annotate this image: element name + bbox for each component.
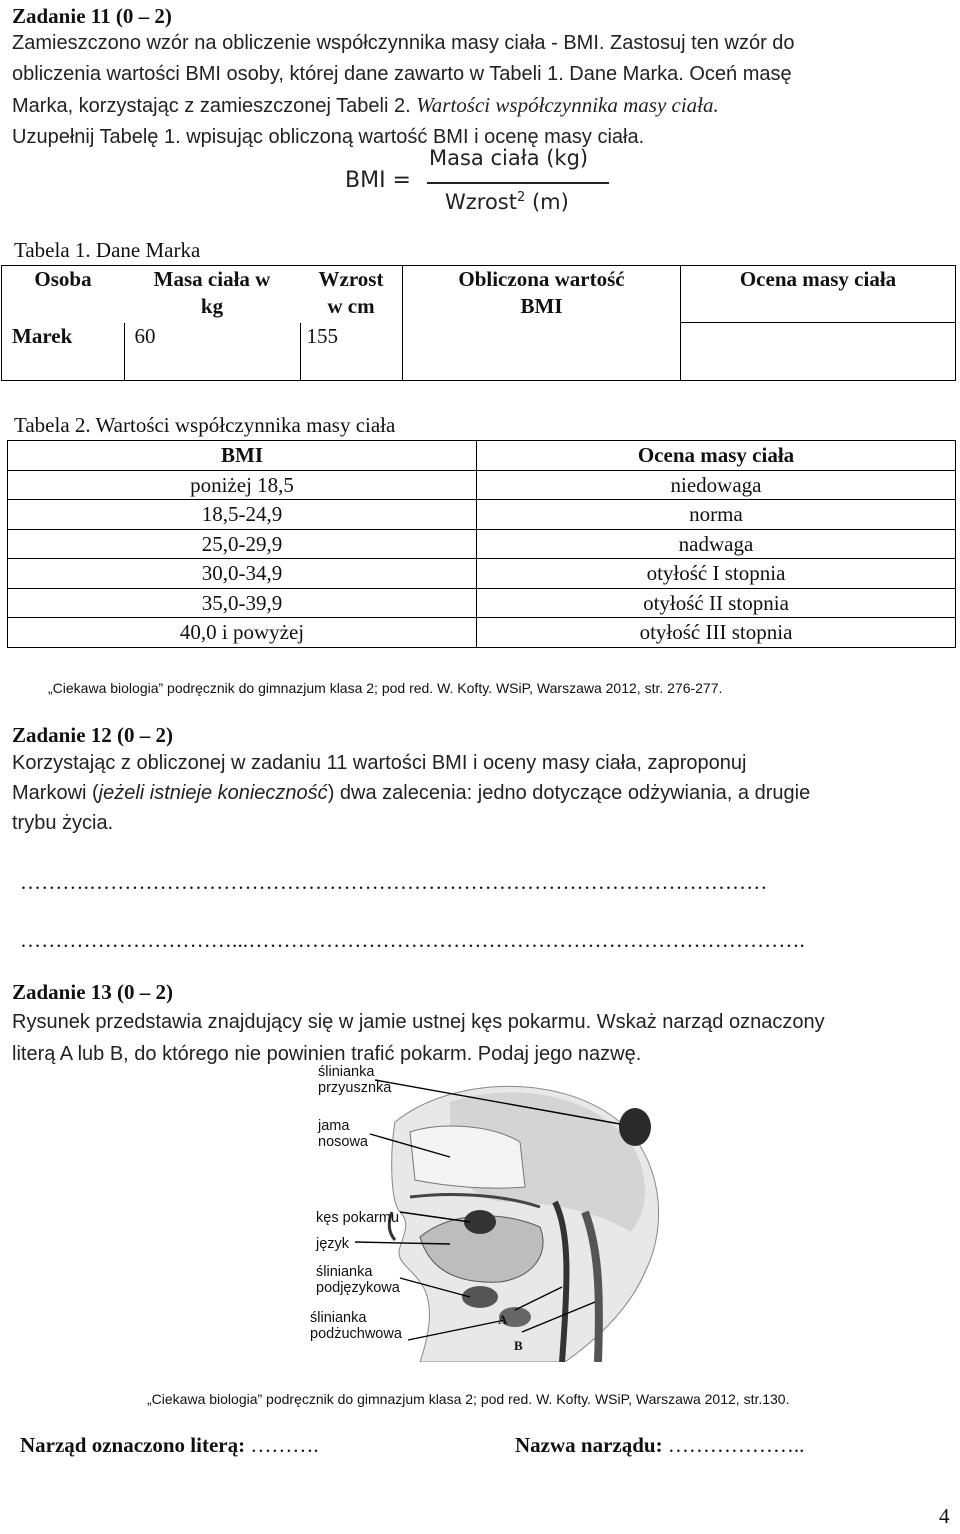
table2-cell-assessment: niedowaga — [477, 470, 956, 500]
label-parotid-gland — [318, 1064, 391, 1096]
task12-line: trybu życia. — [12, 812, 114, 834]
table-row — [8, 588, 956, 618]
formula-exponent: 2 — [516, 190, 526, 205]
task12-text-part: Markowi ( — [12, 782, 99, 804]
task12-italic: jeżeli istnieje konieczność — [98, 782, 328, 804]
table1 — [1, 265, 956, 381]
label-line: ślinianka — [310, 1310, 367, 1326]
table2-header-assessment: Ocena masy ciała — [477, 441, 956, 471]
table1-header-height-text: Wzrost w cm — [318, 267, 384, 318]
label-sublingual-gland — [316, 1264, 400, 1296]
table2-cell-bmi: 25,0-29,9 — [8, 529, 477, 559]
table2-reference: Wartości współczynnika masy ciała. — [416, 93, 719, 117]
organ-name-blank[interactable]: ……………….. — [662, 1433, 805, 1457]
task12-line — [12, 778, 952, 808]
task12-line: Korzystając z obliczonej w zadaniu 11 wartości BMI i oceny masy ciała, zaproponuj — [12, 752, 747, 774]
label-line: nosowa — [318, 1134, 368, 1150]
table1-cell-assessment-answer[interactable] — [681, 323, 956, 381]
label-line: ślinianka — [318, 1064, 375, 1080]
table2-cell-assessment: nadwaga — [477, 529, 956, 559]
task11-text-part: Marka, korzystając z zamieszczonej Tabeli 2. — [12, 95, 411, 117]
table1-cell-height: 155 — [300, 323, 403, 381]
table2-caption: Tabela 2. Wartości współczynnika masy ciała — [14, 413, 396, 437]
formula-denominator-text: Wzrost — [445, 190, 517, 214]
table2-cell-assessment: otyłość III stopnia — [477, 618, 956, 648]
table1-header-bmi — [403, 266, 681, 323]
task11-line: obliczenia wartości BMI osoby, której dane zawarto w Tabeli 1. Dane Marka. Oceń masę — [12, 63, 792, 85]
organ-name-answer — [515, 1433, 804, 1458]
table2 — [7, 440, 956, 648]
answer-line-1[interactable]: ……….…………………………………………………………………………………… — [20, 870, 768, 894]
label-food-bolus: kęs pokarmu — [316, 1210, 400, 1226]
table1-cell-mass: 60 — [124, 323, 300, 381]
label-nasal-cavity — [318, 1118, 368, 1150]
table2-cell-bmi: poniżej 18,5 — [8, 470, 477, 500]
task11-line: Uzupełnij Tabelę 1. wpisując obliczoną wartość BMI i ocenę masy ciała. — [12, 126, 645, 148]
answer-line-2[interactable]: …………………………...……………………………………………………………………. — [20, 928, 805, 952]
table1-cell-bmi-answer[interactable] — [403, 323, 681, 381]
task13-title: Zadanie 13 (0 – 2) — [12, 980, 174, 1004]
label-line: przyusznka — [318, 1080, 392, 1096]
fraction-bar — [427, 182, 609, 184]
formula-denominator-unit: (m) — [525, 190, 569, 214]
table2-cell-assessment: otyłość I stopnia — [477, 559, 956, 589]
table2-cell-bmi: 30,0-34,9 — [8, 559, 477, 589]
table-row — [8, 618, 956, 648]
organ-letter-label: Narząd oznaczono literą: — [20, 1433, 246, 1457]
organ-letter-blank[interactable]: ………. — [245, 1433, 319, 1457]
task12-title: Zadanie 12 (0 – 2) — [12, 723, 174, 747]
table1-caption: Tabela 1. Dane Marka — [14, 238, 201, 262]
table-row — [8, 559, 956, 589]
table-row — [8, 500, 956, 530]
formula-denominator — [445, 190, 569, 214]
table1-cell-name: Marek — [2, 323, 125, 381]
source-citation-1: „Ciekawa biologia” podręcznik do gimnazjum klasa 2; pod red. W. Kofty. WSiP, Warszawa 2012, str. 276-277. — [48, 680, 723, 696]
label-line: jama — [318, 1118, 350, 1134]
label-line: podżuchwowa — [310, 1326, 402, 1342]
table1-header-bmi-text: Obliczona wartość BMI — [458, 267, 625, 318]
label-line: ślinianka — [316, 1264, 373, 1280]
table-row — [8, 470, 956, 500]
task11-line — [12, 90, 952, 122]
task11-title: Zadanie 11 (0 – 2) — [12, 4, 172, 28]
label-line: podjęzykowa — [316, 1280, 400, 1296]
table2-cell-assessment: otyłość II stopnia — [477, 588, 956, 618]
table1-header-mass — [124, 266, 300, 323]
organ-letter-answer — [20, 1433, 319, 1458]
table1-header-person: Osoba — [2, 266, 125, 323]
table1-header-mass-text: Masa ciała w kg — [153, 267, 271, 318]
table2-cell-bmi: 18,5-24,9 — [8, 500, 477, 530]
formula-numerator: Masa ciała (kg) — [429, 146, 589, 170]
organ-name-label: Nazwa narządu: — [515, 1433, 663, 1457]
anatomy-figure — [300, 1062, 680, 1362]
task11-line: Zamieszczono wzór na obliczenie współczynnika masy ciała - BMI. Zastosuj ten wzór do — [12, 32, 795, 54]
task13-line: Rysunek przedstawia znajdujący się w jamie ustnej kęs pokarmu. Wskaż narząd oznaczony — [12, 1011, 825, 1033]
task12-text-part: ) dwa zalecenia: jedno dotyczące odżywiania, a drugie — [327, 782, 811, 804]
letter-b-marker: B — [514, 1338, 523, 1353]
label-submandibular-gland — [310, 1310, 402, 1342]
source-citation-2: „Ciekawa biologia” podręcznik do gimnazjum klasa 2; pod red. W. Kofty. WSiP, Warszawa 2012, str.130. — [147, 1391, 790, 1407]
table2-header-bmi: BMI — [8, 441, 477, 471]
table-row — [8, 529, 956, 559]
letter-a-marker: A — [498, 1312, 508, 1327]
label-tongue: język — [316, 1236, 350, 1252]
formula-lhs: BMI = — [345, 168, 411, 193]
page-number: 4 — [939, 1504, 950, 1528]
table2-cell-bmi: 35,0-39,9 — [8, 588, 477, 618]
table2-cell-assessment: norma — [477, 500, 956, 530]
task11-text — [12, 28, 952, 153]
table2-cell-bmi: 40,0 i powyżej — [8, 618, 477, 648]
task13-text — [12, 1006, 952, 1070]
table1-header-height — [300, 266, 403, 323]
task13-line: literą A lub B, do którego nie powinien trafić pokarm. Podaj jego nazwę. — [12, 1043, 642, 1065]
task12-text — [12, 748, 952, 838]
table1-header-assessment: Ocena masy ciała — [681, 266, 956, 323]
